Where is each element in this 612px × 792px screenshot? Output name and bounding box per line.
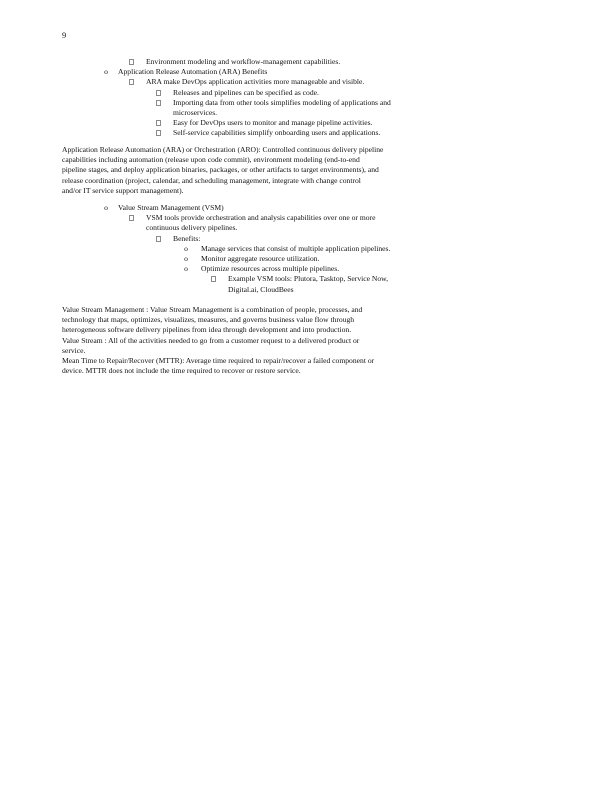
list-item bbox=[0, 98, 612, 118]
square-bullet-icon bbox=[156, 130, 161, 136]
list-item bbox=[0, 264, 612, 274]
page-number: 9 bbox=[62, 31, 67, 40]
list-item bbox=[0, 244, 612, 254]
square-bullet-icon bbox=[129, 59, 134, 65]
paragraph-line: device. MTTR does not include the time required to recover or restore service. bbox=[62, 366, 301, 376]
paragraph-vsm-definitions bbox=[62, 305, 422, 376]
list-item-text: Self-service capabilities simplify onboarding users and applications. bbox=[173, 128, 381, 138]
list-item-text: Optimize resources across multiple pipelines. bbox=[201, 264, 340, 274]
paragraph-line: service. bbox=[62, 345, 86, 355]
circle-bullet-icon: o bbox=[104, 203, 108, 212]
list-item bbox=[0, 213, 612, 233]
circle-bullet-icon: o bbox=[184, 254, 188, 264]
square-bullet-icon bbox=[156, 120, 161, 126]
circle-bullet-icon: o bbox=[184, 243, 188, 253]
list-item-text: continuous delivery pipelines. bbox=[146, 223, 238, 233]
circle-bullet-icon: o bbox=[184, 264, 188, 274]
paragraph-line: pipeline stages, and deploy application binaries, packages, or other artifacts to target environments), and bbox=[62, 165, 379, 175]
list-item bbox=[0, 57, 612, 67]
list-item bbox=[0, 274, 612, 294]
square-bullet-icon bbox=[129, 79, 134, 85]
list-item bbox=[0, 88, 612, 98]
paragraph-line: capabilities including automation (release upon code commit), environment modeling (end-to-end bbox=[62, 155, 360, 165]
paragraph-line: Value Stream : All of the activities needed to go from a customer request to a delivered product or bbox=[62, 335, 360, 345]
circle-bullet-icon: o bbox=[104, 67, 108, 77]
bullet-list-ara bbox=[0, 57, 612, 139]
list-item-text: Digital.ai, CloudBees bbox=[228, 284, 294, 294]
list-item bbox=[0, 77, 612, 87]
paragraph-line: heterogeneous software delivery pipelines from idea through development and into production. bbox=[62, 325, 352, 335]
square-bullet-icon bbox=[156, 236, 161, 242]
paragraph-line: Mean Time to Repair/Recover (MTTR): Average time required to repair/recover a failed component or bbox=[62, 356, 375, 366]
list-item-text: ARA make DevOps application activities more manageable and visible. bbox=[146, 77, 365, 87]
paragraph-line: release coordination (project, calendar, and scheduling management, integrate with change control bbox=[62, 175, 361, 185]
list-item-text: Importing data from other tools simplifies modeling of applications and bbox=[173, 97, 391, 107]
list-item-text: Manage services that consist of multiple application pipelines. bbox=[201, 243, 391, 253]
list-item-text: Environment modeling and workflow-management capabilities. bbox=[146, 57, 341, 66]
list-item bbox=[0, 128, 612, 138]
list-item bbox=[0, 203, 612, 213]
paragraph-line: Application Release Automation (ARA) or Orchestration (ARO): Controlled continuous delivery pipeline bbox=[62, 145, 384, 154]
list-item bbox=[0, 118, 612, 128]
list-item-text: Easy for DevOps users to monitor and manage pipeline activities. bbox=[173, 118, 373, 128]
square-bullet-icon bbox=[156, 100, 161, 106]
list-item-text: Example VSM tools: Plutora, Tasktop, Service Now, bbox=[228, 274, 389, 284]
list-item-text: Application Release Automation (ARA) Benefits bbox=[118, 67, 268, 77]
list-item-text: VSM tools provide orchestration and analysis capabilities over one or more bbox=[146, 213, 376, 223]
list-item-text: Benefits: bbox=[173, 233, 201, 243]
list-item bbox=[0, 67, 612, 77]
paragraph-line: technology that maps, optimizes, visualizes, measures, and governs business value flow through bbox=[62, 315, 355, 325]
list-item bbox=[0, 254, 612, 264]
paragraph-line: and/or IT service support management). bbox=[62, 185, 184, 195]
square-bullet-icon bbox=[156, 90, 161, 96]
list-item bbox=[0, 234, 612, 244]
paragraph-aro-definition bbox=[62, 145, 422, 196]
paragraph-line: Value Stream Management : Value Stream Management is a combination of people, processes, and bbox=[62, 305, 363, 314]
list-item-text: Releases and pipelines can be specified as code. bbox=[173, 87, 319, 97]
square-bullet-icon bbox=[211, 276, 216, 282]
square-bullet-icon bbox=[129, 215, 134, 221]
bullet-list-vsm bbox=[0, 203, 612, 295]
list-item-text: Value Stream Management (VSM) bbox=[118, 203, 224, 212]
list-item-text: microservices. bbox=[173, 108, 218, 118]
list-item-text: Monitor aggregate resource utilization. bbox=[201, 254, 320, 264]
